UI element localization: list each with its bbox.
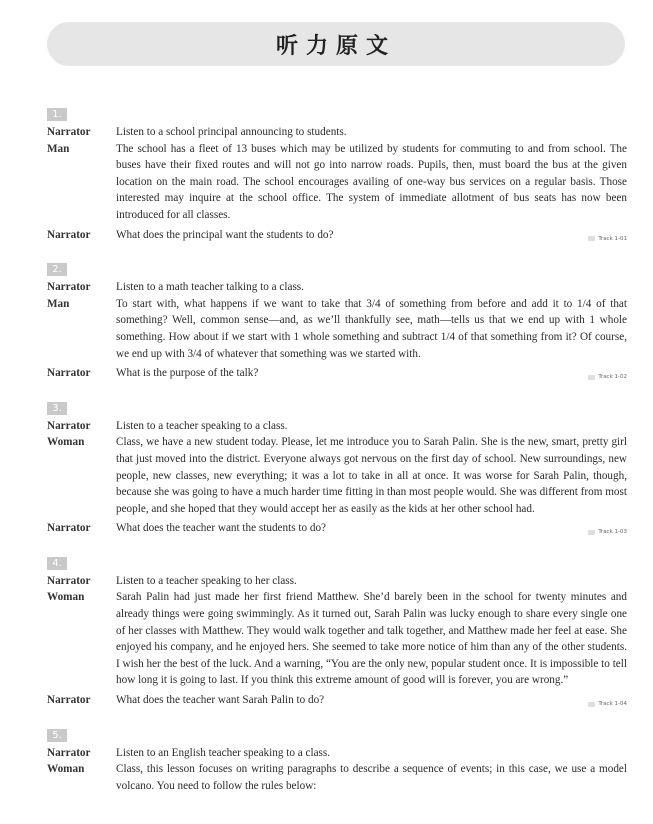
- section-number-badge: 1.: [47, 108, 67, 121]
- track-number: Track 1-04: [598, 701, 627, 708]
- transcript-line: [47, 573, 627, 590]
- track-number: Track 1-03: [598, 529, 627, 536]
- question-line: [47, 227, 627, 248]
- transcript-text: Sarah Palin had just made her first friend Matthew. She’d barely been in the school for twenty minutes and already things were going swimmingly. As it turned out, Sarah Palin was lucky enough to share every single one of her classes with Matthew. They would walk together and talk together, and Matthew made her feel at ease. She enjoyed his company, and he enjoyed hers. She seemed to take more notice of him than any of the other students. I wish her the best of the luck. And a warning, “You are the only new, popular student once. It is impossible to tell how long it is going to last. If you think this extreme amount of good will is forever, you are wrong.”: [116, 591, 627, 687]
- question-text: What does the principal want the students to do?: [116, 228, 334, 241]
- audio-track-icon: [588, 236, 595, 241]
- track-label: [588, 524, 627, 541]
- transcript-text: Listen to a teacher speaking to her class.: [116, 574, 297, 587]
- transcript-text: To start with, what happens if we want to take that 3/4 of something from before and add it to 1/4 of that something? Well, common sense—and, as we’ll thankfully see, math—tells us that we end up with 1 whole something. How about if we start with 1 whole something and subtract 1/4 of that something from it? Of course, we end up with 3/4 of whatever that something was we started with.: [116, 297, 627, 360]
- transcript-text: Listen to an English teacher speaking to a class.: [116, 746, 331, 759]
- speaker-label: Woman: [47, 436, 85, 449]
- speaker-label: Narrator: [47, 228, 91, 241]
- transcript-section: [47, 259, 627, 386]
- transcript-line: [47, 745, 627, 762]
- transcript-line: [47, 141, 627, 224]
- question-line: [47, 692, 627, 713]
- section-number-badge: 5.: [47, 729, 67, 742]
- audio-track-icon: [588, 530, 595, 535]
- speaker-label: Man: [47, 142, 70, 155]
- speaker-label: Narrator: [47, 694, 91, 707]
- speaker-label: Narrator: [47, 281, 91, 294]
- speaker-label: Narrator: [47, 367, 91, 380]
- page-title: 听力原文: [275, 33, 396, 59]
- transcript-line: [47, 296, 627, 362]
- transcript-line: [47, 124, 627, 141]
- transcript-line: [47, 434, 627, 517]
- speaker-label: Narrator: [47, 126, 91, 138]
- transcript-section: [47, 725, 627, 795]
- transcript-sections: [47, 104, 627, 806]
- transcript-text: Class, this lesson focuses on writing paragraphs to describe a sequence of events; in this case, we use a model volcano. You need to follow the rules below:: [116, 763, 627, 792]
- question-line: [47, 520, 627, 541]
- audio-track-icon: [588, 375, 595, 380]
- speaker-label: Narrator: [47, 419, 91, 432]
- transcript-line: [47, 418, 627, 435]
- transcript-line: [47, 761, 627, 794]
- transcript-line: [47, 279, 627, 296]
- transcript-text: Listen to a math teacher talking to a class.: [116, 281, 304, 294]
- track-label: [588, 696, 627, 713]
- transcript-text: Class, we have a new student today. Please, let me introduce you to Sarah Palin. She is the new, smart, pretty girl that just moved into the district. Everyone always got nervous on the first day of school. New surroundings, new people, new classes, new everything; it was a lot to take in all at once. It was worse for Sarah Palin, though, because she was going to have a much harder time fitting in than most people would. She was different from most people, and she hoped that they would accept her as easily as the kids at her other school had.: [116, 436, 627, 515]
- question-text: What does the teacher want the students to do?: [116, 522, 327, 535]
- track-label: [588, 231, 627, 248]
- speaker-label: Narrator: [47, 574, 91, 587]
- transcript-text: Listen to a school principal announcing to students.: [116, 126, 347, 138]
- question-text: What is the purpose of the talk?: [116, 367, 259, 380]
- track-number: Track 1-02: [598, 374, 627, 381]
- page-header: [47, 22, 625, 66]
- section-number-badge: 2.: [47, 263, 67, 276]
- speaker-label: Narrator: [47, 746, 91, 759]
- section-number-badge: 4.: [47, 557, 67, 570]
- question-text: What does the teacher want Sarah Palin to do?: [116, 694, 325, 707]
- transcript-line: [47, 589, 627, 689]
- speaker-label: Man: [47, 297, 70, 310]
- transcript-text: Listen to a teacher speaking to a class.: [116, 419, 288, 432]
- track-number: Track 1-01: [598, 235, 627, 242]
- transcript-text: The school has a fleet of 13 buses which may be utilized by students for commuting to and from school. The buses have their fixed routes and will not go into narrow roads. Pupils, then, must board the bus at the given location on the main road. The school encourages availing of one-way bus services on a regular basis. Those interested may inquire at the school office. The system of immediate allotment of bus seats has now been introduced for all classes.: [116, 142, 627, 221]
- speaker-label: Narrator: [47, 522, 91, 535]
- question-line: [47, 365, 627, 386]
- speaker-label: Woman: [47, 591, 85, 604]
- section-number-badge: 3.: [47, 402, 67, 415]
- speaker-label: Woman: [47, 763, 85, 776]
- audio-track-icon: [588, 702, 595, 707]
- transcript-section: [47, 553, 627, 713]
- transcript-section: [47, 104, 627, 247]
- track-label: [588, 369, 627, 386]
- transcript-section: [47, 398, 627, 541]
